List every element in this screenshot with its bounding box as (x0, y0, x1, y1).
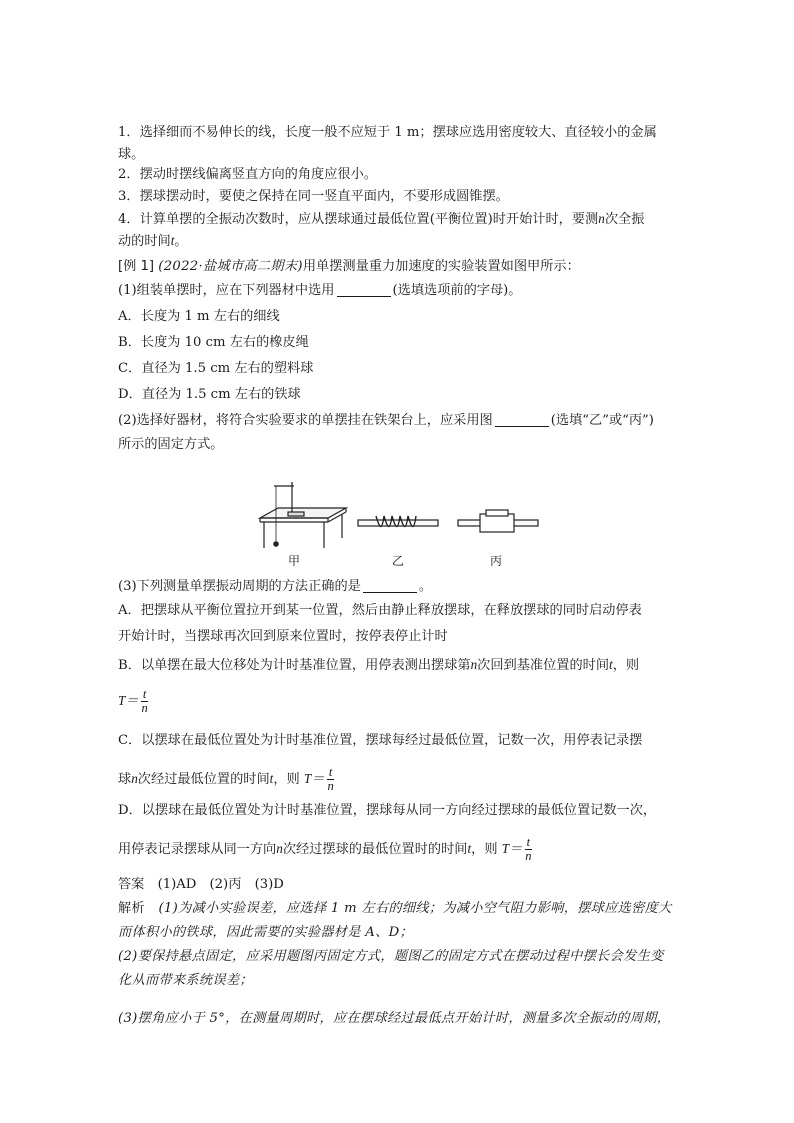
stand-jia-drawing (260, 482, 346, 548)
fraction-t-over-n (325, 766, 335, 793)
figure-label-bing: 丙 (490, 554, 503, 568)
option-3b-text-3: ，则 (612, 658, 640, 673)
question-1-tail: (选填选项前的字母)。 (392, 283, 522, 298)
fraction-den: n (525, 849, 532, 863)
analysis-line-2: 而体积小的铁球，因此需要的实验器材是 A、D； (118, 925, 413, 940)
question-3 (118, 578, 694, 596)
formula-lhs: T＝ (118, 693, 139, 708)
option-3c-text: 球 (118, 772, 132, 787)
fraction-den: n (141, 701, 148, 715)
option-1d: D．直径为 1.5 cm 左右的铁球 (118, 387, 301, 402)
fraction-t-over-n (140, 688, 150, 715)
note-4-text: 4．计算单摆的全振动次数时，应从摆球通过最低位置(平衡位置)时开始计时，要测 (118, 212, 599, 227)
answer-text: (1)AD (2)丙 (3)D (157, 877, 284, 892)
question-2-tail: (选填“乙”或“丙”) (550, 413, 654, 428)
var-n: n (598, 211, 605, 226)
option-3b-line1 (118, 656, 694, 675)
formula-lhs: T＝ (501, 841, 523, 856)
example-intro: 用单摆测量重力加速度的实验装置如图甲所示： (302, 259, 580, 274)
var-t: t (609, 657, 613, 672)
analysis-line-5: (3)摆角应小于 5°，在测量周期时，应在摆球经过最低点开始计时，测量多次全振动的周期， (118, 1011, 671, 1026)
option-1a: A．长度为 1 m 左右的细线 (118, 309, 280, 324)
option-3d-text-2: 次经过摆球的最低位置时的时间 (282, 842, 468, 857)
var-n: n (131, 771, 138, 786)
note-1-cont: 球。 (118, 147, 145, 162)
option-3d-text-3: ，则 (471, 842, 498, 857)
answer-blank-1 (337, 282, 391, 297)
answer-label: 答案 (118, 877, 145, 892)
option-3b-text: B．以单摆在最大位移处为计时基准位置，用停表测出摆球第 (118, 658, 471, 673)
fraction-num: t (142, 687, 147, 701)
answer-blank-2 (495, 412, 549, 427)
note-4-tail: 次全振 (604, 212, 645, 227)
analysis-line-1 (118, 900, 694, 918)
answer-line (118, 876, 694, 894)
note-4 (118, 210, 694, 229)
option-3c-text-2: 次经过最低位置的时间 (137, 772, 270, 787)
question-3-tail: 。 (418, 579, 433, 594)
question-2 (118, 412, 694, 430)
formula-lhs: T＝ (303, 771, 325, 786)
question-2-text: (2)选择好器材，将符合实验要求的单摆挂在铁架台上，应采用图 (118, 413, 493, 428)
note-3: 3．摆球摆动时，要使之保持在同一竖直平面内，不要形成圆锥摆。 (118, 189, 509, 204)
option-3d-text: 用停表记录摆球从同一方向 (118, 842, 277, 857)
question-1-text: (1)组装单摆时，应在下列器材中选用 (118, 283, 335, 298)
note-2: 2．摆动时摆线偏离竖直方向的角度应很小。 (118, 167, 377, 182)
var-t: t (467, 841, 472, 856)
analysis-label: 解析 (118, 901, 145, 916)
option-3c-line2 (118, 766, 694, 793)
option-3b-text-2: 次回到基准位置的时间 (477, 658, 610, 673)
clamp-bing-drawing (458, 510, 538, 532)
var-n: n (276, 841, 283, 856)
question-1 (118, 282, 694, 300)
example-heading (118, 258, 694, 276)
var-t: t (170, 233, 175, 248)
fraction-t-over-n (523, 836, 533, 863)
question-2-cont: 所示的固定方式。 (118, 437, 224, 452)
option-3a-line1: A．把摆球从平衡位置拉开到某一位置，然后由静止释放摆球，在释放摆球的同时启动停表 (118, 603, 642, 618)
option-3d-line1: D．以摆球在最低位置处为计时基准位置，摆球每从同一方向经过摆球的最低位置记数一次， (118, 803, 657, 818)
analysis-line-3: (2)要保持悬点固定，应采用题图丙固定方式，题图乙的固定方式在摆动过程中摆长会发生变 (118, 949, 664, 964)
note-1: 1．选择细而不易伸长的线，长度一般不应短于 1 m；摆球应选用密度较大、直径较小的金属 (118, 125, 657, 140)
question-3-text: (3)下列测量单摆振动周期的方法正确的是 (118, 579, 361, 594)
note-4-cont: 动的时间t。 (118, 233, 188, 249)
option-3d-line2 (118, 836, 694, 863)
fraction-den: n (327, 779, 334, 793)
analysis-text-1: (1)为减小实验误差，应选择 1 m 左右的细线；为减小空气阻力影响，摆球应选密度大 (158, 901, 672, 916)
option-1b: B．长度为 10 cm 左右的橡皮绳 (118, 335, 309, 350)
var-n: n (470, 657, 478, 672)
figure-label-jia: 甲 (288, 554, 301, 568)
option-3b-formula (118, 688, 694, 715)
example-source: (2022·盐城市高二期末) (158, 259, 303, 274)
option-1c: C．直径为 1.5 cm 左右的塑料球 (118, 361, 314, 376)
var-t: t (269, 771, 274, 786)
note-4-cont-text: 动的时间 (118, 234, 171, 249)
answer-blank-3 (363, 578, 417, 593)
clamp-yi-drawing (358, 516, 438, 527)
example-tag: [例 1] (118, 259, 155, 274)
fraction-num: t (328, 765, 333, 779)
analysis-line-4: 化从而带来系统误差； (118, 973, 253, 988)
option-3a-line2: 开始计时，当摆球再次回到原来位置时，按停表停止计时 (118, 629, 448, 644)
figure-label-yi: 乙 (392, 554, 405, 568)
fraction-num: t (526, 835, 531, 849)
option-3c-text-3: ，则 (273, 772, 300, 787)
option-3c-line1: C．以摆球在最低位置处为计时基准位置，摆球每经过最低位置，记数一次，用停表记录摆 (118, 733, 643, 748)
apparatus-figure (258, 478, 548, 570)
